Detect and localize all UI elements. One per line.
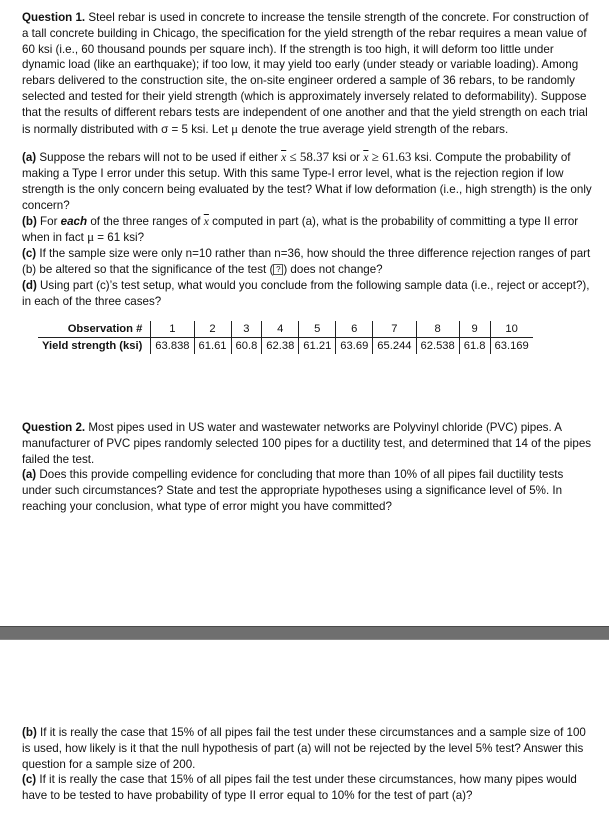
observation-cell: 9 xyxy=(459,321,490,338)
mu-symbol: μ xyxy=(231,120,239,136)
observation-cell: 6 xyxy=(336,321,373,338)
yield-value-cell: 62.38 xyxy=(262,338,299,355)
yield-value-cell: 63.838 xyxy=(151,338,194,355)
xbar-symbol: $\overline{x}$ xyxy=(203,214,209,228)
q1-part-c: (c) If the sample size were only n=10 rather than n=36, how should the three difference rejection ranges of part (b) be altered so that the significance of the test ( ? ) does not change? xyxy=(22,247,591,276)
observation-cell: 3 xyxy=(231,321,262,338)
observation-cell: 8 xyxy=(416,321,459,338)
question-1 xyxy=(22,10,592,354)
question-2 xyxy=(22,420,592,515)
xbar-symbol: $\overline{x}$ xyxy=(281,151,287,165)
yield-strength-row xyxy=(38,338,533,355)
page-divider xyxy=(0,626,609,640)
yield-value-cell: 62.538 xyxy=(416,338,459,355)
question-2-continued xyxy=(22,725,592,804)
xbar-symbol: $\overline{x}$ xyxy=(363,151,369,165)
observation-row xyxy=(38,321,533,338)
q1-title: Question 1. xyxy=(22,11,86,24)
yield-value-cell: 61.21 xyxy=(299,338,336,355)
yield-value-cell: 63.169 xyxy=(490,338,533,355)
mu-symbol: μ xyxy=(87,229,95,245)
q1-intro: Question 1. Steel rebar is used in concrete to increase the tensile strength of the concrete. For construction of a tall concrete building in Chicago, the specification for the yield strength of the rebar requires a mean value of 60 ksi (i.e., 60 thousand pounds per square inch). If the strength is too high, it will deform too little under dynamic load (like an earthquake); if too low, it may yield too early (under steady or variable loading). Among rebars delivered to the construction site, the on-site engineer ordered a sample of 36 rebars, to be randomly selected and tested for their yield strength (which is approximately inversely related to deformability). Suppose that the results of different rebars tests are independent of one another and that the yield strength on each trial is normally distributed with σ = 5 ksi. Let μ denote the true average yield strength of the rebars. xyxy=(22,11,589,136)
yield-value-cell: 60.8 xyxy=(231,338,262,355)
observation-header: Observation # xyxy=(38,321,151,338)
observation-cell: 2 xyxy=(194,321,231,338)
observation-cell: 1 xyxy=(151,321,194,338)
observation-cell: 5 xyxy=(299,321,336,338)
q1-part-d: (d) Using part (c)’s test setup, what would you conclude from the following sample data (i.e., reject or accept?), in each of the three cases? xyxy=(22,278,590,308)
observation-cell: 10 xyxy=(490,321,533,338)
yield-value-cell: 61.8 xyxy=(459,338,490,355)
yield-value-cell: 61.61 xyxy=(194,338,231,355)
yield-value-cell: 65.244 xyxy=(373,338,416,355)
q2-part-a: (a) Does this provide compelling evidence for concluding that more than 10% of all pipes fail ductility tests under such circumstances? State and test the appropriate hypotheses using a significance level of 5%. In reaching your conclusion, what type of error might you have committed? xyxy=(22,468,564,513)
q2-part-b: (b) If it is really the case that 15% of all pipes fail the test under these circumstances and a sample size of 100 is used, how likely is it that the null hypothesis of part (a) will not be rejected by the level 5% test? Answer this question for a sample size of 200. xyxy=(22,726,586,771)
yield-strength-header: Yield strength (ksi) xyxy=(42,340,143,353)
missing-glyph-icon: ? xyxy=(273,264,283,275)
q2-part-c: (c) If it is really the case that 15% of all pipes fail the test under these circumstances, how many pipes would have to be tested to have probability of type II error equal to 10% for the test of part (a)? xyxy=(22,773,577,803)
q2-title: Question 2. xyxy=(22,421,86,434)
q2-intro: Question 2. Most pipes used in US water and wastewater networks are Polyvinyl chloride (PVC) pipes. A manufacturer of PVC pipes randomly selected 100 pipes for a ductility test, and determined that 14 of the pipes failed the test. xyxy=(22,421,592,466)
observation-cell: 7 xyxy=(373,321,416,338)
q1-part-a: (a) Suppose the rebars will not to be used if either $\overline{x} \le 58.37$ ksi or $\overline{x} \ge 61.63$ ksi. Compute the probability of making a Type I error under this setup. With this same Type-I error level, what is the rejection region if low strength is the only concern being evaluated by the test? What if low deformation (i.e., high strength) is the only concern? xyxy=(22,149,592,212)
yield-value-cell: 63.69 xyxy=(336,338,373,355)
observation-cell: 4 xyxy=(262,321,299,338)
yield-strength-table xyxy=(38,321,533,354)
q1-part-b: (b) For each of the three ranges of $\overline{x}$ computed in part (a), what is the probability of committing a type II error when in fact μ = 61 ksi? xyxy=(22,214,579,245)
